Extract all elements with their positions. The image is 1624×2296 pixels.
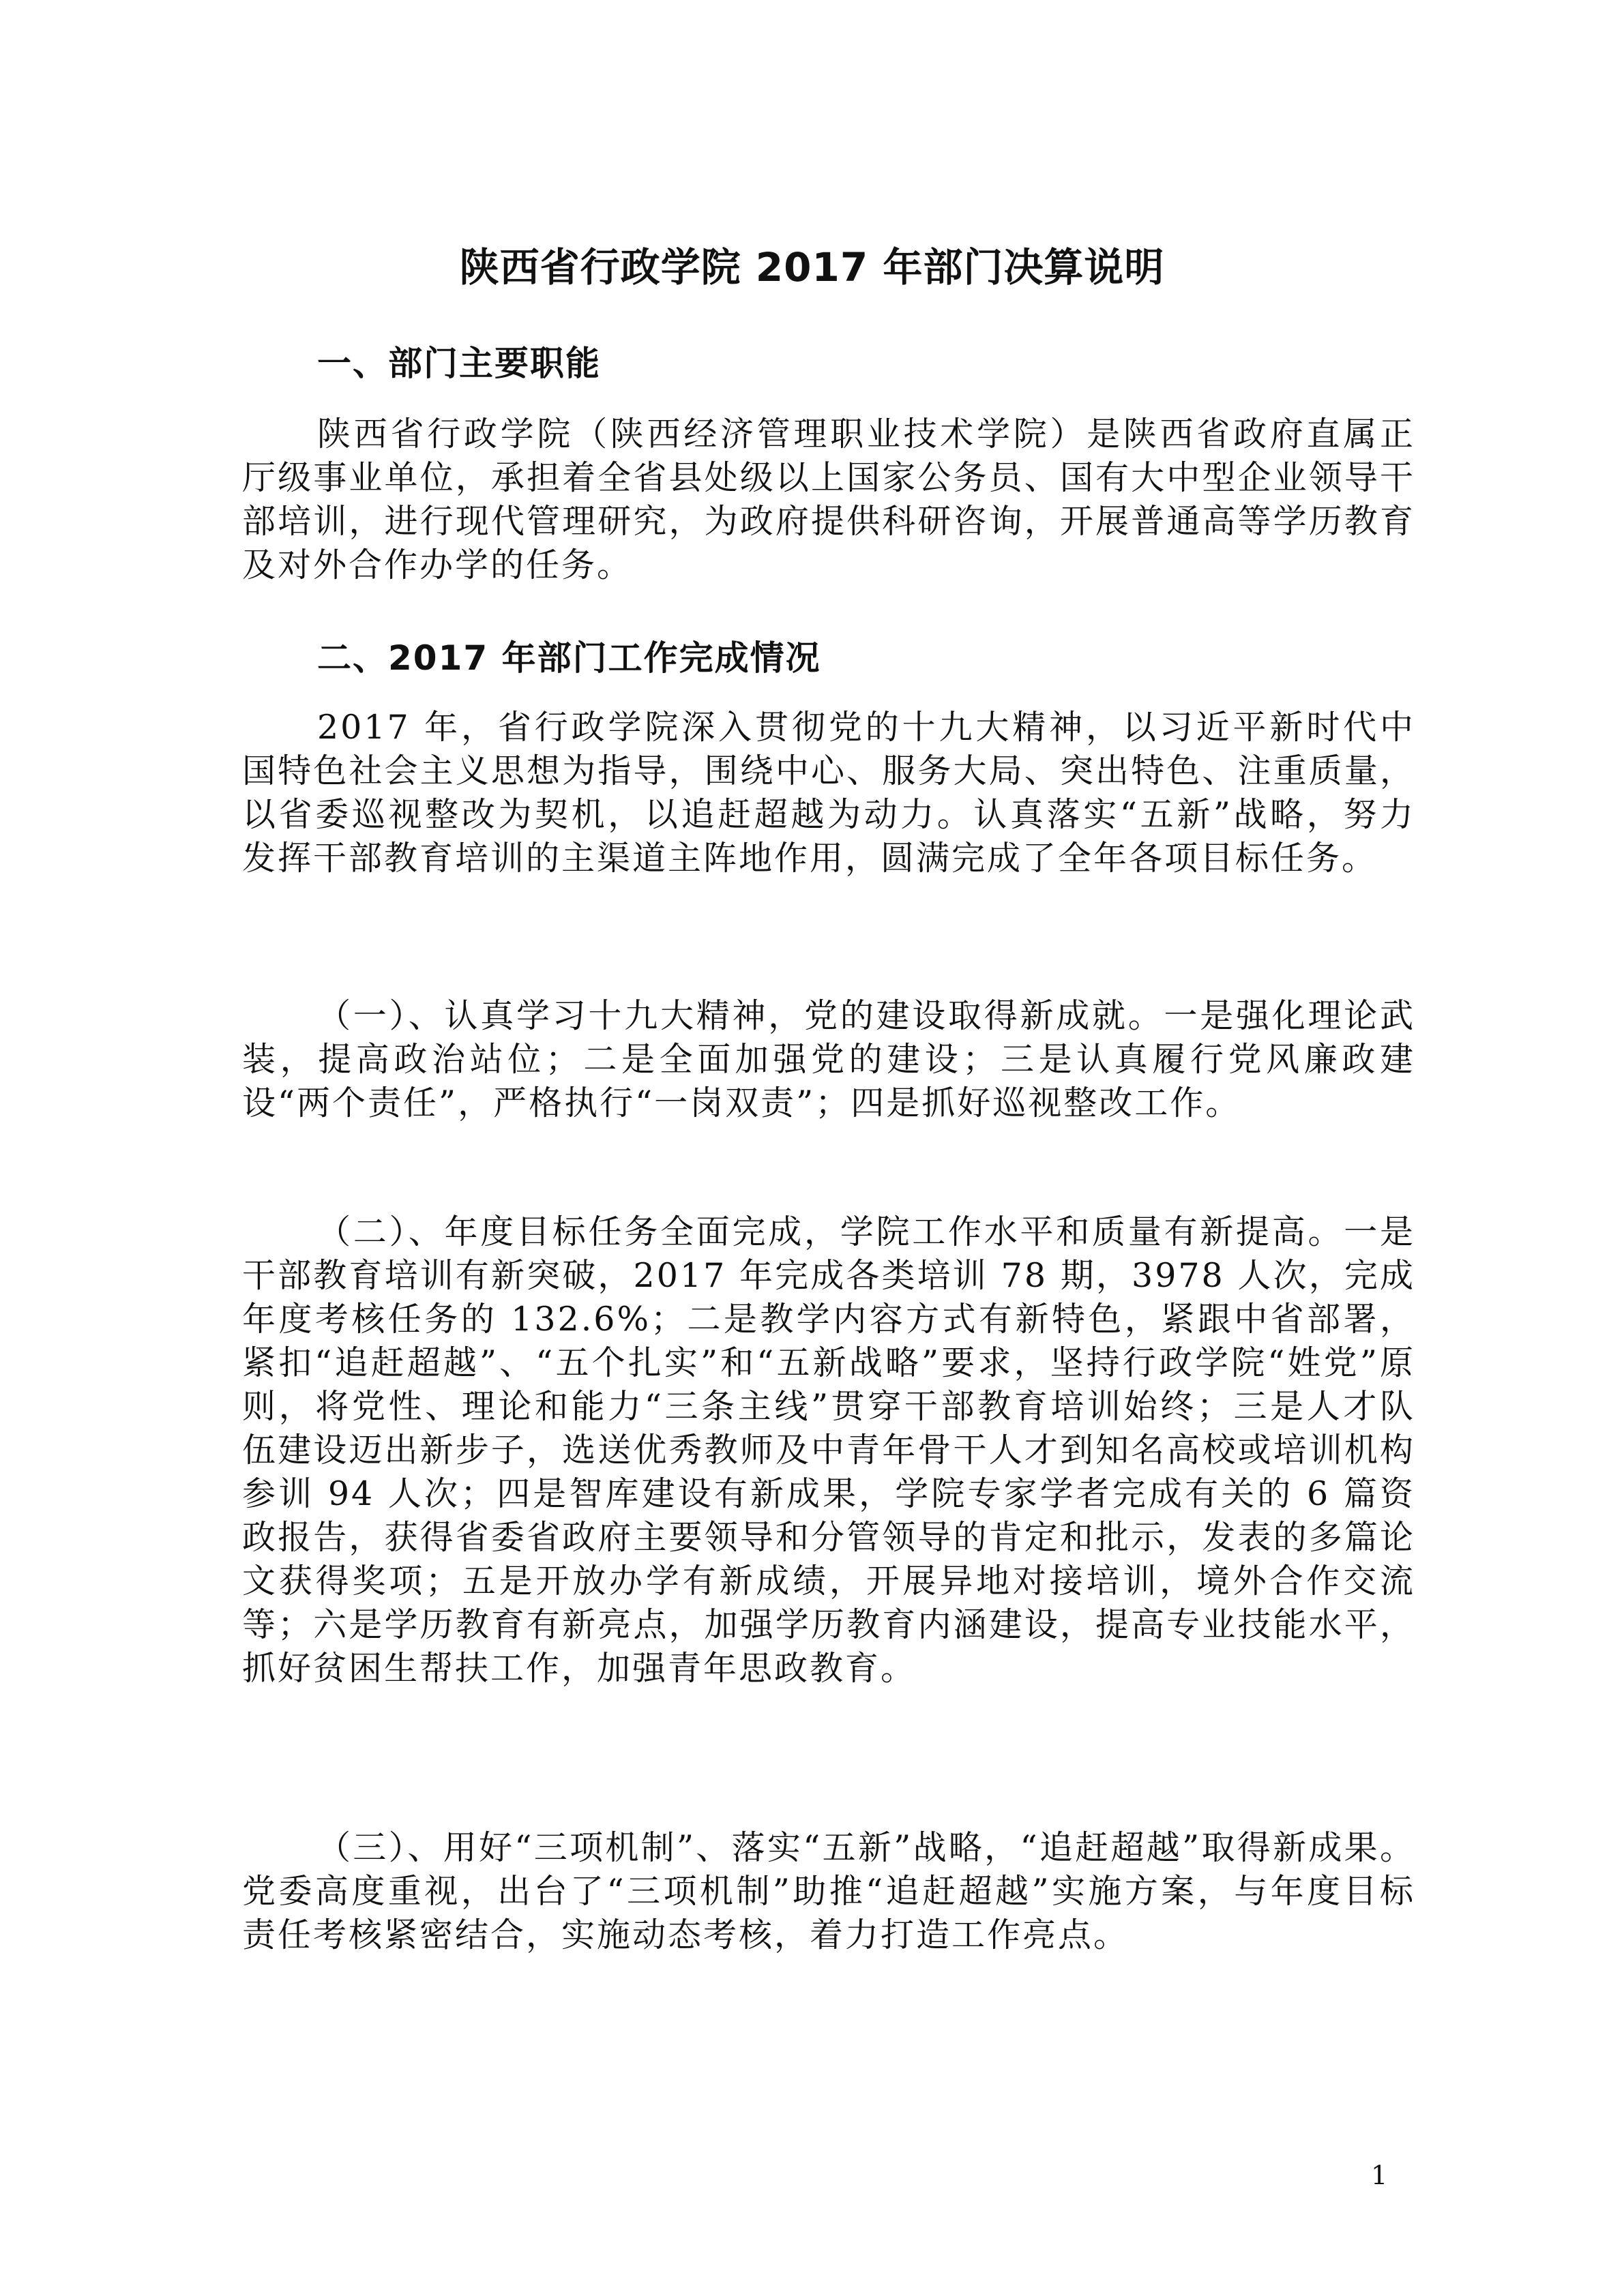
section-heading-work-completion: 二、2017 年部门工作完成情况 xyxy=(317,638,821,678)
paragraph-item-2: （二）、年度目标任务全面完成，学院工作水平和质量有新提高。一是干部教育培训有新突破，2017 年完成各类培训 78 期，3978 人次，完成年度考核任务的 132.6%；二是教学内容方式有新特色，紧跟中省部署，紧扣“追赶超越”、“五个扎实”和“五新战略”要求，坚持行政学院“姓党”原则，将党性、理论和能力“三条主线”贯穿干部教育培训始终；三是人才队伍建设迈出新步子，选送优秀教师及中青年骨干人才到知名高校或培训机构参训 94 人次；四是智库建设有新成果，学院专家学者完成有关的 6 篇资政报告，获得省委省政府主要领导和分管领导的肯定和批示，发表的多篇论文获得奖项；五是开放办学有新成绩，开展异地对接培训，境外合作交流等；六是学历教育有新亮点，加强学历教育内涵建设，提高专业技能水平，抓好贫困生帮扶工作，加强青年思政教育。 xyxy=(242,1212,1415,1688)
paragraph-item-1: （一）、认真学习十九大精神，党的建设取得新成就。一是强化理论武装，提高政治站位；二是全面加强党的建设；三是认真履行党风廉政建设“两个责任”，严格执行“一岗双责”；四是抓好巡视整改工作。 xyxy=(242,996,1415,1122)
page-number: 1 xyxy=(1371,2160,1388,2190)
paragraph-overview: 2017 年，省行政学院深入贯彻党的十九大精神，以习近平新时代中国特色社会主义思想为指导，围绕中心、服务大局、突出特色、注重质量，以省委巡视整改为契机，以追赶超越为动力。认真落实“五新”战略，努力发挥干部教育培训的主渠道主阵地作用，圆满完成了全年各项目标任务。 xyxy=(242,708,1415,878)
paragraph-item-3: （三）、用好“三项机制”、落实“五新”战略，“追赶超越”取得新成果。党委高度重视，出台了“三项机制”助推“追赶超越”实施方案，与年度目标责任考核紧密结合，实施动态考核，着力打造工作亮点。 xyxy=(242,1828,1415,1954)
paragraph-functions: 陕西省行政学院（陕西经济管理职业技术学院）是陕西省政府直属正厅级事业单位，承担着全省县处级以上国家公务员、国有大中型企业领导干部培训，进行现代管理研究，为政府提供科研咨询，开展普通高等学历教育及对外合作办学的任务。 xyxy=(242,415,1415,584)
document-title: 陕西省行政学院 2017 年部门决算说明 xyxy=(459,244,1165,290)
section-heading-functions: 一、部门主要职能 xyxy=(317,344,601,383)
